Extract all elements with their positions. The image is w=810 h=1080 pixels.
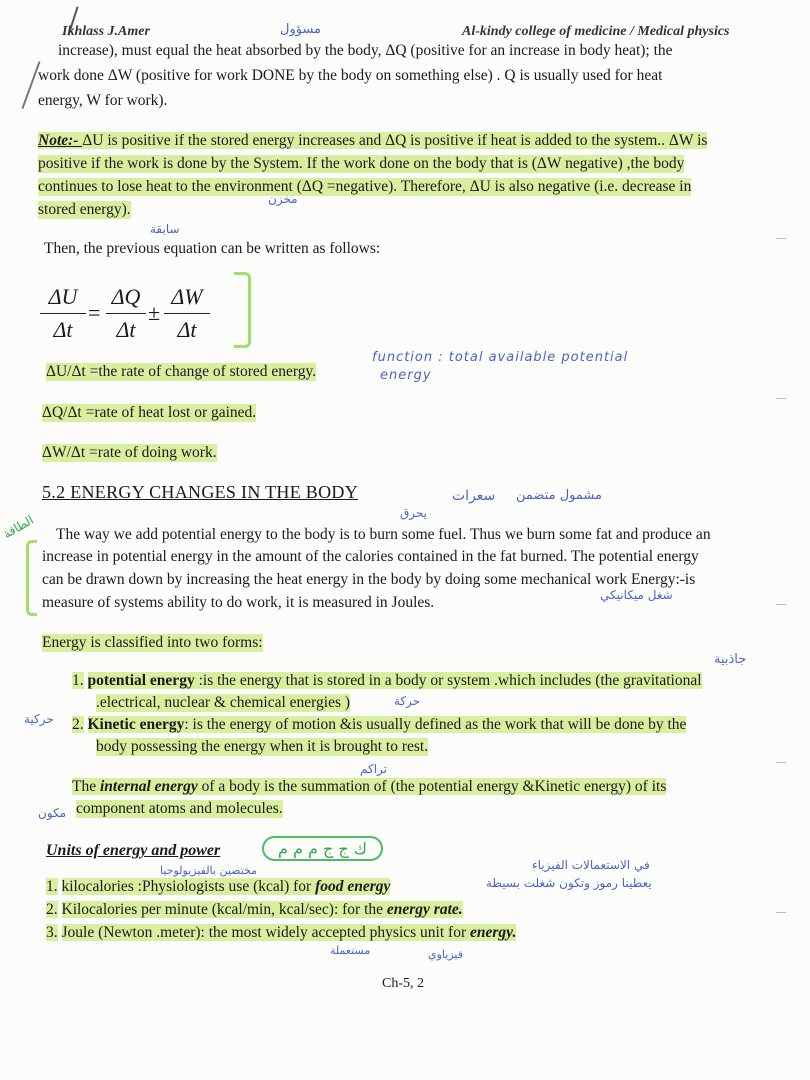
unit-text: kilocalories :Physiologists use (kcal) for xyxy=(61,878,316,895)
unit-emphasis: food energy xyxy=(315,878,391,895)
unit-text: Joule (Newton .meter): the most widely accepted physics unit for xyxy=(61,924,470,941)
section-handwritten-c: يحرق xyxy=(400,506,428,520)
note-line-4: stored energy). xyxy=(38,201,131,218)
units-item-1 xyxy=(46,878,390,896)
rates-handwritten-2: energy xyxy=(380,368,432,383)
intro-line-1: increase), must equal the heat absorbed by the body, ΔQ (positive for an increase in body heat); the xyxy=(58,42,673,59)
item-text: : is the energy of motion &is usually defined as the work that will be done by the xyxy=(184,716,687,733)
unit-number: 2. xyxy=(46,901,58,918)
page-number: Ch-5, 2 xyxy=(382,976,424,991)
section-para-line-4: measure of systems ability to do work, it is measured in Joules. xyxy=(42,594,435,611)
item-term: potential energy xyxy=(87,672,195,689)
intro-line-3: energy, W for work). xyxy=(38,92,168,109)
rate-dw: ΔW/Δt =rate of doing work. xyxy=(42,444,217,461)
rate-dq: ΔQ/Δt =rate of heat lost or gained. xyxy=(42,404,257,421)
margin-tick xyxy=(776,238,786,239)
fraction-dq-dt xyxy=(106,284,146,343)
dt-symbol: Δt xyxy=(53,317,73,342)
classified-item-2-line-1 xyxy=(72,716,686,734)
section-para-line-1: The way we add potential energy to the body is to burn some fuel. Thus we burn some fat and produce an xyxy=(56,526,711,543)
classified-item-2-line-2: body possessing the energy when it is brought to rest. xyxy=(96,738,429,755)
dw-symbol: ΔW xyxy=(171,284,203,309)
rate-du: ΔU/Δt =the rate of change of stored energy. xyxy=(46,363,317,380)
classified-item-1-line-1 xyxy=(72,672,702,690)
section-para-line-3: can be drawn down by increasing the heat energy in the body by doing some mechanical work Energy:-is xyxy=(42,571,696,588)
internal-rest: of a body is the summation of (the potential energy &Kinetic energy) of its xyxy=(197,778,667,795)
equals-sign: = xyxy=(88,300,101,325)
classified-handwritten-2: حركة xyxy=(394,694,421,708)
note-line-3: continues to lose heat to the environment (ΔQ =negative). Therefore, ΔU is also negative (i.e. decrease in xyxy=(38,178,692,195)
note-line-2: positive if the work is done by the System. If the work done on the body that is (ΔW negative) ,the body xyxy=(38,155,685,172)
header-college: Al-kindy college of medicine / Medical physics xyxy=(462,24,730,39)
units-handwritten-4: مستعملة xyxy=(330,944,371,957)
fraction-bar xyxy=(164,313,210,314)
header-author: Ikhlass J.Amer xyxy=(62,24,150,39)
item-number: 2. xyxy=(72,716,84,733)
note-label: Note:- xyxy=(38,132,83,149)
section-para-line-2: increase in potential energy in the amount of the calories contained in the fat burned. The potential energy xyxy=(42,548,699,565)
fraction-bar xyxy=(106,313,146,314)
internal-line-2: component atoms and molecules. xyxy=(76,800,283,817)
section-title: 5.2 ENERGY CHANGES IN THE BODY xyxy=(42,482,358,502)
units-boxed-note: ك ج ج م م م xyxy=(262,836,383,861)
unit-text: Kilocalories per minute (kcal/min, kcal/sec): for the xyxy=(61,901,387,918)
section-handwritten-d: شغل ميكانيكي xyxy=(600,588,673,602)
margin-tick xyxy=(776,398,786,399)
intro-line-2: work done ΔW (positive for work DONE by the body on something else) . Q is usually used for heat xyxy=(38,67,663,84)
units-item-3 xyxy=(46,924,516,942)
classified-intro: Energy is classified into two forms: xyxy=(42,634,263,651)
classified-item-1-line-2: .electrical, nuclear & chemical energies ) xyxy=(96,694,351,711)
internal-handwritten-2: مكون xyxy=(38,806,67,820)
margin-tick xyxy=(776,912,786,913)
fraction-dw-dt xyxy=(164,284,210,343)
green-side-bracket xyxy=(26,540,37,616)
green-bracket-mark xyxy=(234,272,251,348)
plus-minus-sign: ± xyxy=(148,300,161,325)
note-line-1 xyxy=(38,132,707,150)
section-handwritten-side: الطاقة xyxy=(0,512,36,542)
units-handwritten-1: مختصين بالفيزيولوجيا xyxy=(160,864,258,877)
du-symbol: ΔU xyxy=(48,284,78,309)
classified-handwritten-3: حركية xyxy=(24,712,54,726)
item-term: Kinetic energy xyxy=(87,716,185,733)
rates-handwritten-1: function : total available potential xyxy=(372,350,629,365)
fraction-bar xyxy=(40,313,86,314)
dt-symbol: Δt xyxy=(177,317,197,342)
units-handwritten-2: في الاستعمالات الفيزياء xyxy=(532,858,650,872)
unit-number: 3. xyxy=(46,924,58,941)
unit-emphasis: energy. xyxy=(470,924,517,941)
internal-term: internal energy xyxy=(99,778,198,795)
margin-tick xyxy=(776,604,786,605)
note-text-1: ΔU is positive if the stored energy increases and ΔQ is positive if heat is added to the system.. ΔW is xyxy=(82,132,708,149)
units-item-2 xyxy=(46,901,463,919)
margin-tick xyxy=(776,762,786,763)
units-title: Units of energy and power xyxy=(46,842,221,859)
units-handwritten-3: يعطينا رموز وتكون شغلت بسيطة xyxy=(486,876,652,890)
internal-handwritten-1: تراكم xyxy=(360,762,387,776)
section-handwritten-a: سعرات xyxy=(452,488,496,504)
fraction-du-dt xyxy=(40,284,86,343)
section-handwritten-b: مشمول متضمن xyxy=(516,488,602,503)
unit-number: 1. xyxy=(46,878,58,895)
internal-pre: The xyxy=(72,778,100,795)
unit-emphasis: energy rate. xyxy=(386,901,463,918)
classified-handwritten-1: جاذبية xyxy=(714,652,747,667)
internal-line-1 xyxy=(72,778,666,796)
dq-symbol: ΔQ xyxy=(111,284,141,309)
equation-intro: Then, the previous equation can be written as follows: xyxy=(44,240,381,257)
header-handwritten-note: مسؤول xyxy=(280,22,321,37)
note-handwritten-2: سابقة xyxy=(150,222,180,236)
note-handwritten: مخزن xyxy=(268,192,298,206)
units-handwritten-5: فيزياوي xyxy=(428,948,463,961)
dt-symbol: Δt xyxy=(116,317,136,342)
item-text: :is the energy that is stored in a body or system .which includes (the gravitational xyxy=(194,672,702,689)
item-number: 1. xyxy=(72,672,84,689)
